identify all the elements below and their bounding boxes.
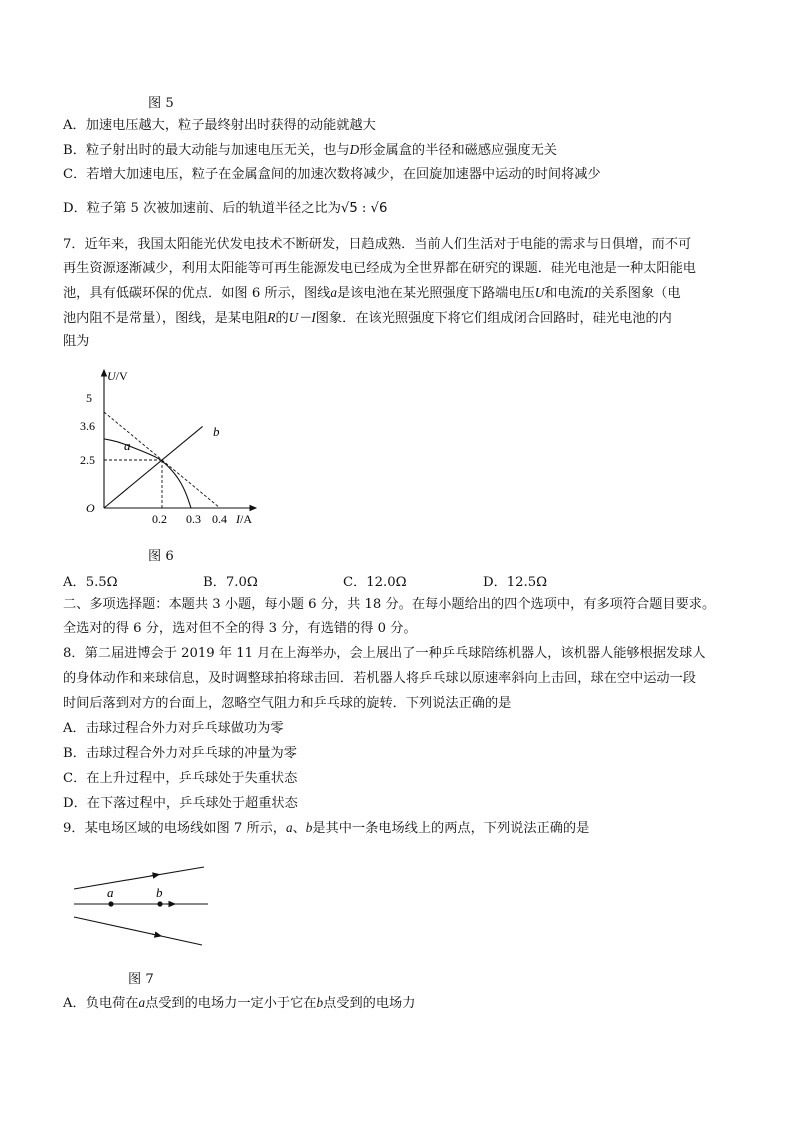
x-tick-0.3: 0.3: [186, 512, 201, 526]
q8-option-d: D．在下落过程中，乒乓球处于超重状态: [63, 796, 298, 811]
q7-line-5: 阻为: [63, 334, 90, 349]
q9-a-var-b: b: [316, 995, 324, 1010]
q7-option-d: D．12.5Ω: [483, 575, 548, 590]
q6-option-b-text2: 形金属盒的半径和磁感应强度无关: [359, 143, 557, 158]
q6-option-b: [63, 141, 557, 160]
q7-option-c: C．12.0Ω: [343, 575, 407, 590]
q9-t1: 9．某电场区域的电场线如图 7 所示，: [63, 821, 286, 836]
q7-line-1: 7．近年来，我国太阳能光伏发电技术不断研发，日趋成熟．当前人们生活对于电能的需求与日俱增，而不可: [63, 237, 692, 252]
curve-a-label: a: [124, 438, 131, 453]
q7-l3-var-i: I: [583, 285, 589, 300]
q8-line-1: 8．第二届进博会于 2019 年 11 月在上海举办，会上展出了一种乒乓球陪练机器人，该机器人能够根据发球人: [63, 646, 706, 661]
x-tick-0.2: 0.2: [152, 512, 167, 526]
q9-a-t1: A．负电荷在: [63, 996, 139, 1011]
q7-line-2: 再生资源逐渐减少，利用太阳能等可再生能源发电已经成为全世界都在研究的课题．硅光电池是一种太阳能电: [63, 261, 696, 276]
q6-option-d-sqrt5: √5: [340, 201, 358, 216]
q7-l3-var-a: a: [330, 285, 337, 300]
q7-l4-t3: 图象．在该光照强度下将它们组成闭合回路时，硅光电池的内: [315, 311, 672, 326]
q7-l3-t2: 是该电池在某光照强度下路端电压: [336, 286, 535, 301]
q9-sep: 、: [292, 821, 306, 836]
fig7-caption: 图 7: [128, 972, 154, 987]
q9-t2: 是其中一条电场线上的两点，下列说法正确的是: [312, 821, 590, 836]
q7-l3-var-u: U: [534, 285, 545, 300]
q7-l3-t3: 和电流: [544, 286, 584, 301]
point-a-label: a: [107, 885, 114, 900]
fig5-caption: 图 5: [148, 96, 174, 111]
fig7-field-lines: [66, 855, 216, 955]
q8-line-3: 时间后落到对方的台面上，忽略空气阻力和乒乓球的旋转．下列说法正确的是: [63, 696, 512, 711]
field-line-top: [74, 867, 204, 889]
q9-a-var-a: a: [138, 995, 146, 1010]
point-b-dot: [157, 901, 162, 906]
q9-var-b: b: [305, 820, 313, 835]
point-b-label: b: [156, 885, 163, 900]
x-tick-0.4: 0.4: [212, 512, 227, 526]
q7-line-3: [63, 284, 681, 303]
fig6-graph: [80, 362, 270, 532]
q6-option-c: C．若增大加速电压，粒子在金属盒间的加速次数将减少，在回旋加速器中运动的时间将减少: [63, 167, 601, 182]
line-b-label: b: [213, 424, 220, 439]
point-a-dot: [108, 901, 113, 906]
fig6-caption: 图 6: [148, 549, 174, 564]
q7-option-a: A．5.5Ω: [63, 575, 118, 590]
q9-stem: [63, 819, 589, 838]
y-axis-label: U/V: [107, 369, 128, 383]
q8-line-2: 的身体动作和来球信息，及时调整球拍将球击回．若机器人将乒乓球以原速率斜向上击回，球在空中运动一段: [63, 671, 696, 686]
q7-l4-var-r: R: [267, 310, 276, 325]
line-b: [104, 426, 203, 508]
y-tick-3.6: 3.6: [80, 419, 95, 433]
q9-var-a: a: [285, 820, 293, 835]
q9-option-a: [63, 994, 415, 1013]
q6-option-b-var: D: [349, 142, 360, 157]
y-tick-5: 5: [86, 391, 92, 405]
q9-a-t3: 点受到的电场力: [323, 996, 416, 1011]
origin-label: O: [86, 501, 95, 515]
q9-a-t2: 点受到的电场力一定小于它在: [145, 996, 317, 1011]
field-arrow-top: [150, 875, 158, 876]
q7-l4-t1: 池内阻不是常量），图线，是某电阻: [63, 311, 268, 326]
q7-option-b: B．7.0Ω: [203, 575, 258, 590]
q8-option-b: B．击球过程合外力对乒乓球的冲量为零: [63, 746, 297, 761]
q7-l4-t2: 的: [275, 311, 289, 326]
field-line-bottom: [74, 917, 202, 945]
q7-line-4: [63, 309, 672, 328]
section2-line-1: 二、多项选择题：本题共 3 小题，每小题 6 分，共 18 分。在每小题给出的四个选项中，有多项符合题目要求。: [63, 597, 716, 612]
x-axis-label: I/A: [236, 512, 252, 526]
q6-option-d-colon: :: [357, 201, 371, 216]
q6-option-b-text1: B．粒子射出时的最大动能与加速电压无关，也与: [63, 143, 350, 158]
q8-option-a: A．击球过程合外力对乒乓球做功为零: [63, 721, 284, 736]
q6-option-d-text: D．粒子第 5 次被加速前、后的轨道半径之比为: [63, 201, 341, 216]
q8-option-c: C．在上升过程中，乒乓球处于失重状态: [63, 771, 298, 786]
q7-l4-var-ui: U－I: [288, 310, 316, 325]
q7-l3-t4: 的关系图象（电: [588, 286, 681, 301]
q7-l3-t1: 池，具有低碳环保的优点．如图 6 所示，图线: [63, 286, 331, 301]
q6-option-d: [63, 200, 387, 218]
field-arrow-bottom: [152, 934, 160, 936]
section2-line-2: 全选对的得 6 分，选对但不全的得 3 分，有选错的得 0 分。: [63, 621, 417, 636]
q6-option-d-sqrt6: √6: [370, 201, 388, 216]
q6-option-a: A．加速电压越大，粒子最终射出时获得的动能就越大: [63, 118, 376, 133]
y-tick-2.5: 2.5: [80, 453, 95, 467]
